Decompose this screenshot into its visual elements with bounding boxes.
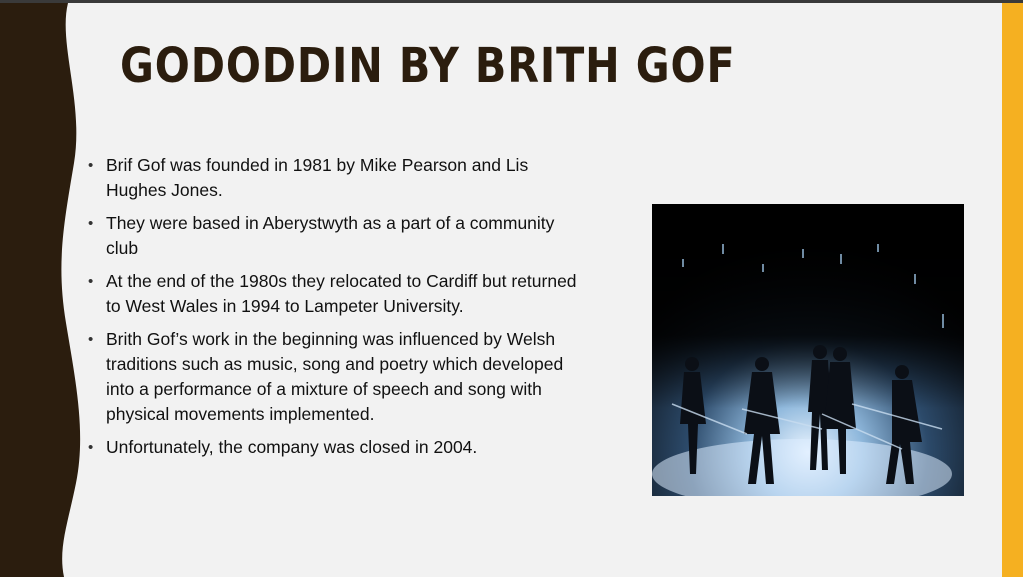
bullet-dot: • xyxy=(88,439,94,456)
bullet-text: Unfortunately, the company was closed in 2004. xyxy=(106,437,478,457)
bullet-dot: • xyxy=(88,331,94,348)
slide xyxy=(0,3,1023,577)
bullet-text: They were based in Aberystwyth as a part of a community club xyxy=(106,213,555,258)
bullet-text: Brith Gof’s work in the beginning was influenced by Welsh traditions such as music, song and poetry which developed into a performance of a mixture of speech and song with physical movements implemented. xyxy=(106,329,564,424)
bullet-list xyxy=(88,153,588,468)
accent-bar xyxy=(1002,3,1023,577)
bullet-item xyxy=(88,435,588,460)
wave-border-decoration xyxy=(0,3,90,577)
bullet-item xyxy=(88,327,588,427)
bullet-dot: • xyxy=(88,273,94,290)
bullet-text: Brif Gof was founded in 1981 by Mike Pearson and Lis Hughes Jones. xyxy=(106,155,529,200)
bullet-item xyxy=(88,211,588,261)
performance-photo xyxy=(652,204,964,496)
bullet-text: At the end of the 1980s they relocated to Cardiff but returned to West Wales in 1994 to Lampeter University. xyxy=(106,271,577,316)
bullet-item xyxy=(88,153,588,203)
bullet-item xyxy=(88,269,588,319)
slide-title: GODODDIN BY BRITH GOF xyxy=(120,38,736,94)
wave-border-shape xyxy=(0,3,80,577)
bullet-dot: • xyxy=(88,157,94,174)
bullet-dot: • xyxy=(88,215,94,232)
